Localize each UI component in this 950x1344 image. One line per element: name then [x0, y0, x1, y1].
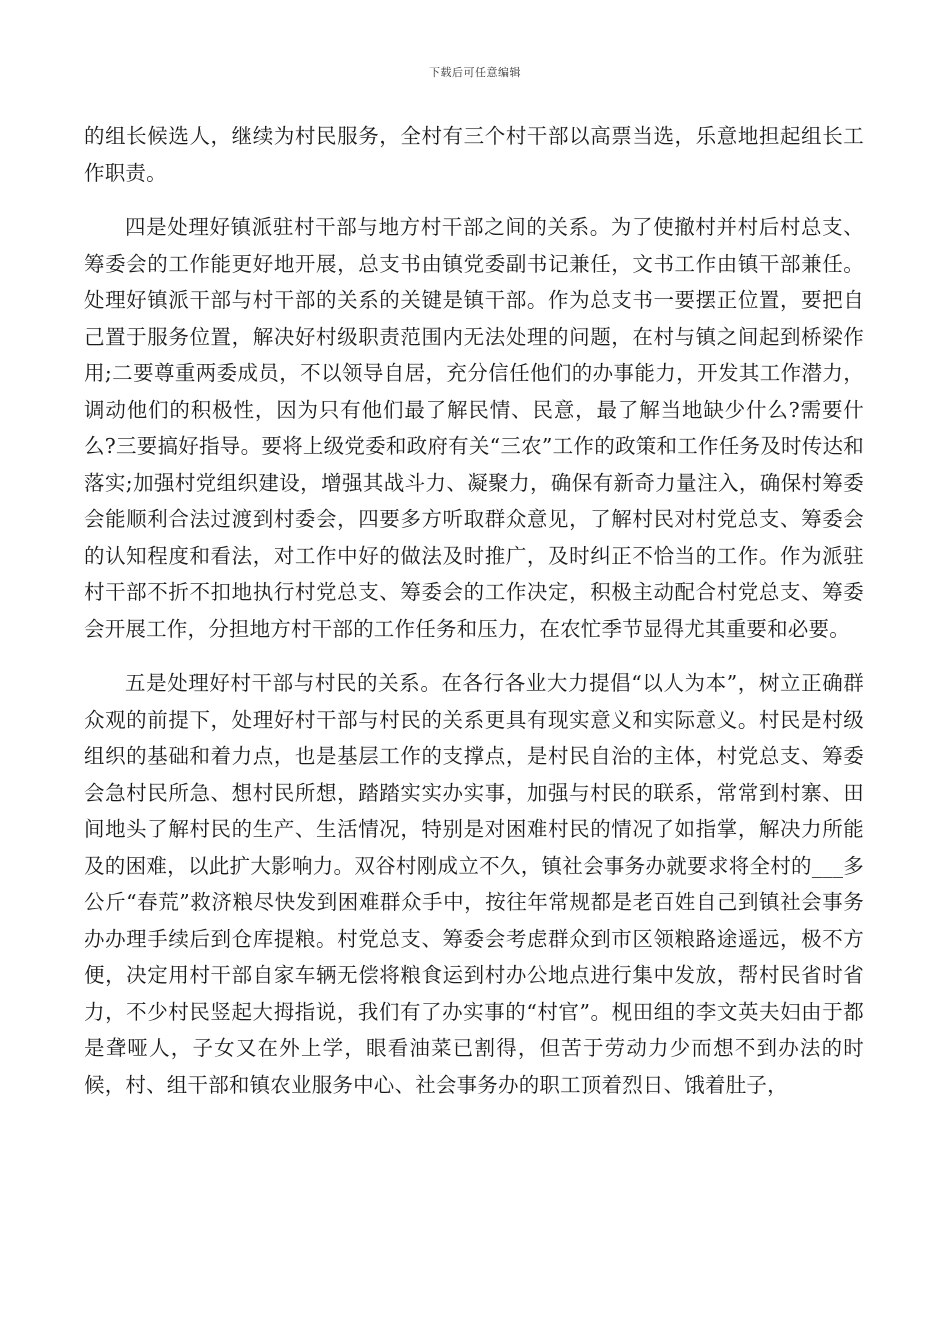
paragraph-spacer — [84, 191, 864, 209]
document-body — [84, 118, 864, 1103]
paragraph-continuation: 的组长候选人，继续为村民服务，全村有三个村干部以高票当选，乐意地担起组长工作职责。 — [84, 124, 864, 185]
paragraph-point-four: 四是处理好镇派驻村干部与地方村干部之间的关系。为了使撤村并村后村总支、筹委会的工作能更好地开展，总支书由镇党委副书记兼任，文书工作由镇干部兼任。处理好镇派干部与村干部的关系的关键是镇干部。作为总支书一要摆正位置，要把自己置于服务位置，解决好村级职责范围内无法处理的问题，在村与镇之间起到桥梁作用;二要尊重两委成员，不以领导自居，充分信任他们的办事能力，开发其工作潜力，调动他们的积极性，因为只有他们最了解民情、民意，最了解当地缺少什么?需要什么?三要搞好指导。要将上级党委和政府有关“三农”工作的政策和工作任务及时传达和落实;加强村党组织建设，增强其战斗力、凝聚力，确保有新奇力量注入，确保村筹委会能顺利合法过渡到村委会，四要多方听取群众意见，了解村民对村党总支、筹委会的认知程度和看法，对工作中好的做法及时推广，及时纠正不恰当的工作。作为派驻村干部不折不扣地执行村党总支、筹委会的工作决定，积极主动配合村党总支、筹委会开展工作，分担地方村干部的工作任务和压力，在农忙季节显得尤其重要和必要。 — [84, 215, 864, 641]
paragraph-spacer — [84, 647, 864, 665]
paragraph-point-five: 五是处理好村干部与村民的关系。在各行各业大力提倡“以人为本”，树立正确群众观的前提下，处理好村干部与村民的关系更具有现实意义和实际意义。村民是村级组织的基础和着力点，也是基层工作的支撑点，是村民自治的主体，村党总支、筹委会急村民所急、想村民所想，踏踏实实办实事，加强与村民的联系，常常到村寨、田间地头了解村民的生产、生活情况，特别是对困难村民的情况了如指掌，解决力所能及的困难，以此扩大影响力。双谷村刚成立不久，镇社会事务办就要求将全村的___多公斤“春荒”救济粮尽快发到困难群众手中，按往年常规都是老百姓自己到镇社会事务办办理手续后到仓库提粮。村党总支、筹委会考虑群众到市区领粮路途遥远，极不方便，决定用村干部自家车辆无偿将粮食运到村办公地点进行集中发放，帮村民省时省力，不少村民竖起大拇指说，我们有了办实事的“村官”。枧田组的李文英夫妇由于都是聋哑人，子女又在外上学，眼看油菜已割得，但苦于劳动力少而想不到办法的时候，村、组干部和镇农业服务中心、社会事务办的职工顶着烈日、饿着肚子， — [84, 671, 864, 1097]
page-header: 下载后可任意编辑 — [429, 66, 521, 79]
